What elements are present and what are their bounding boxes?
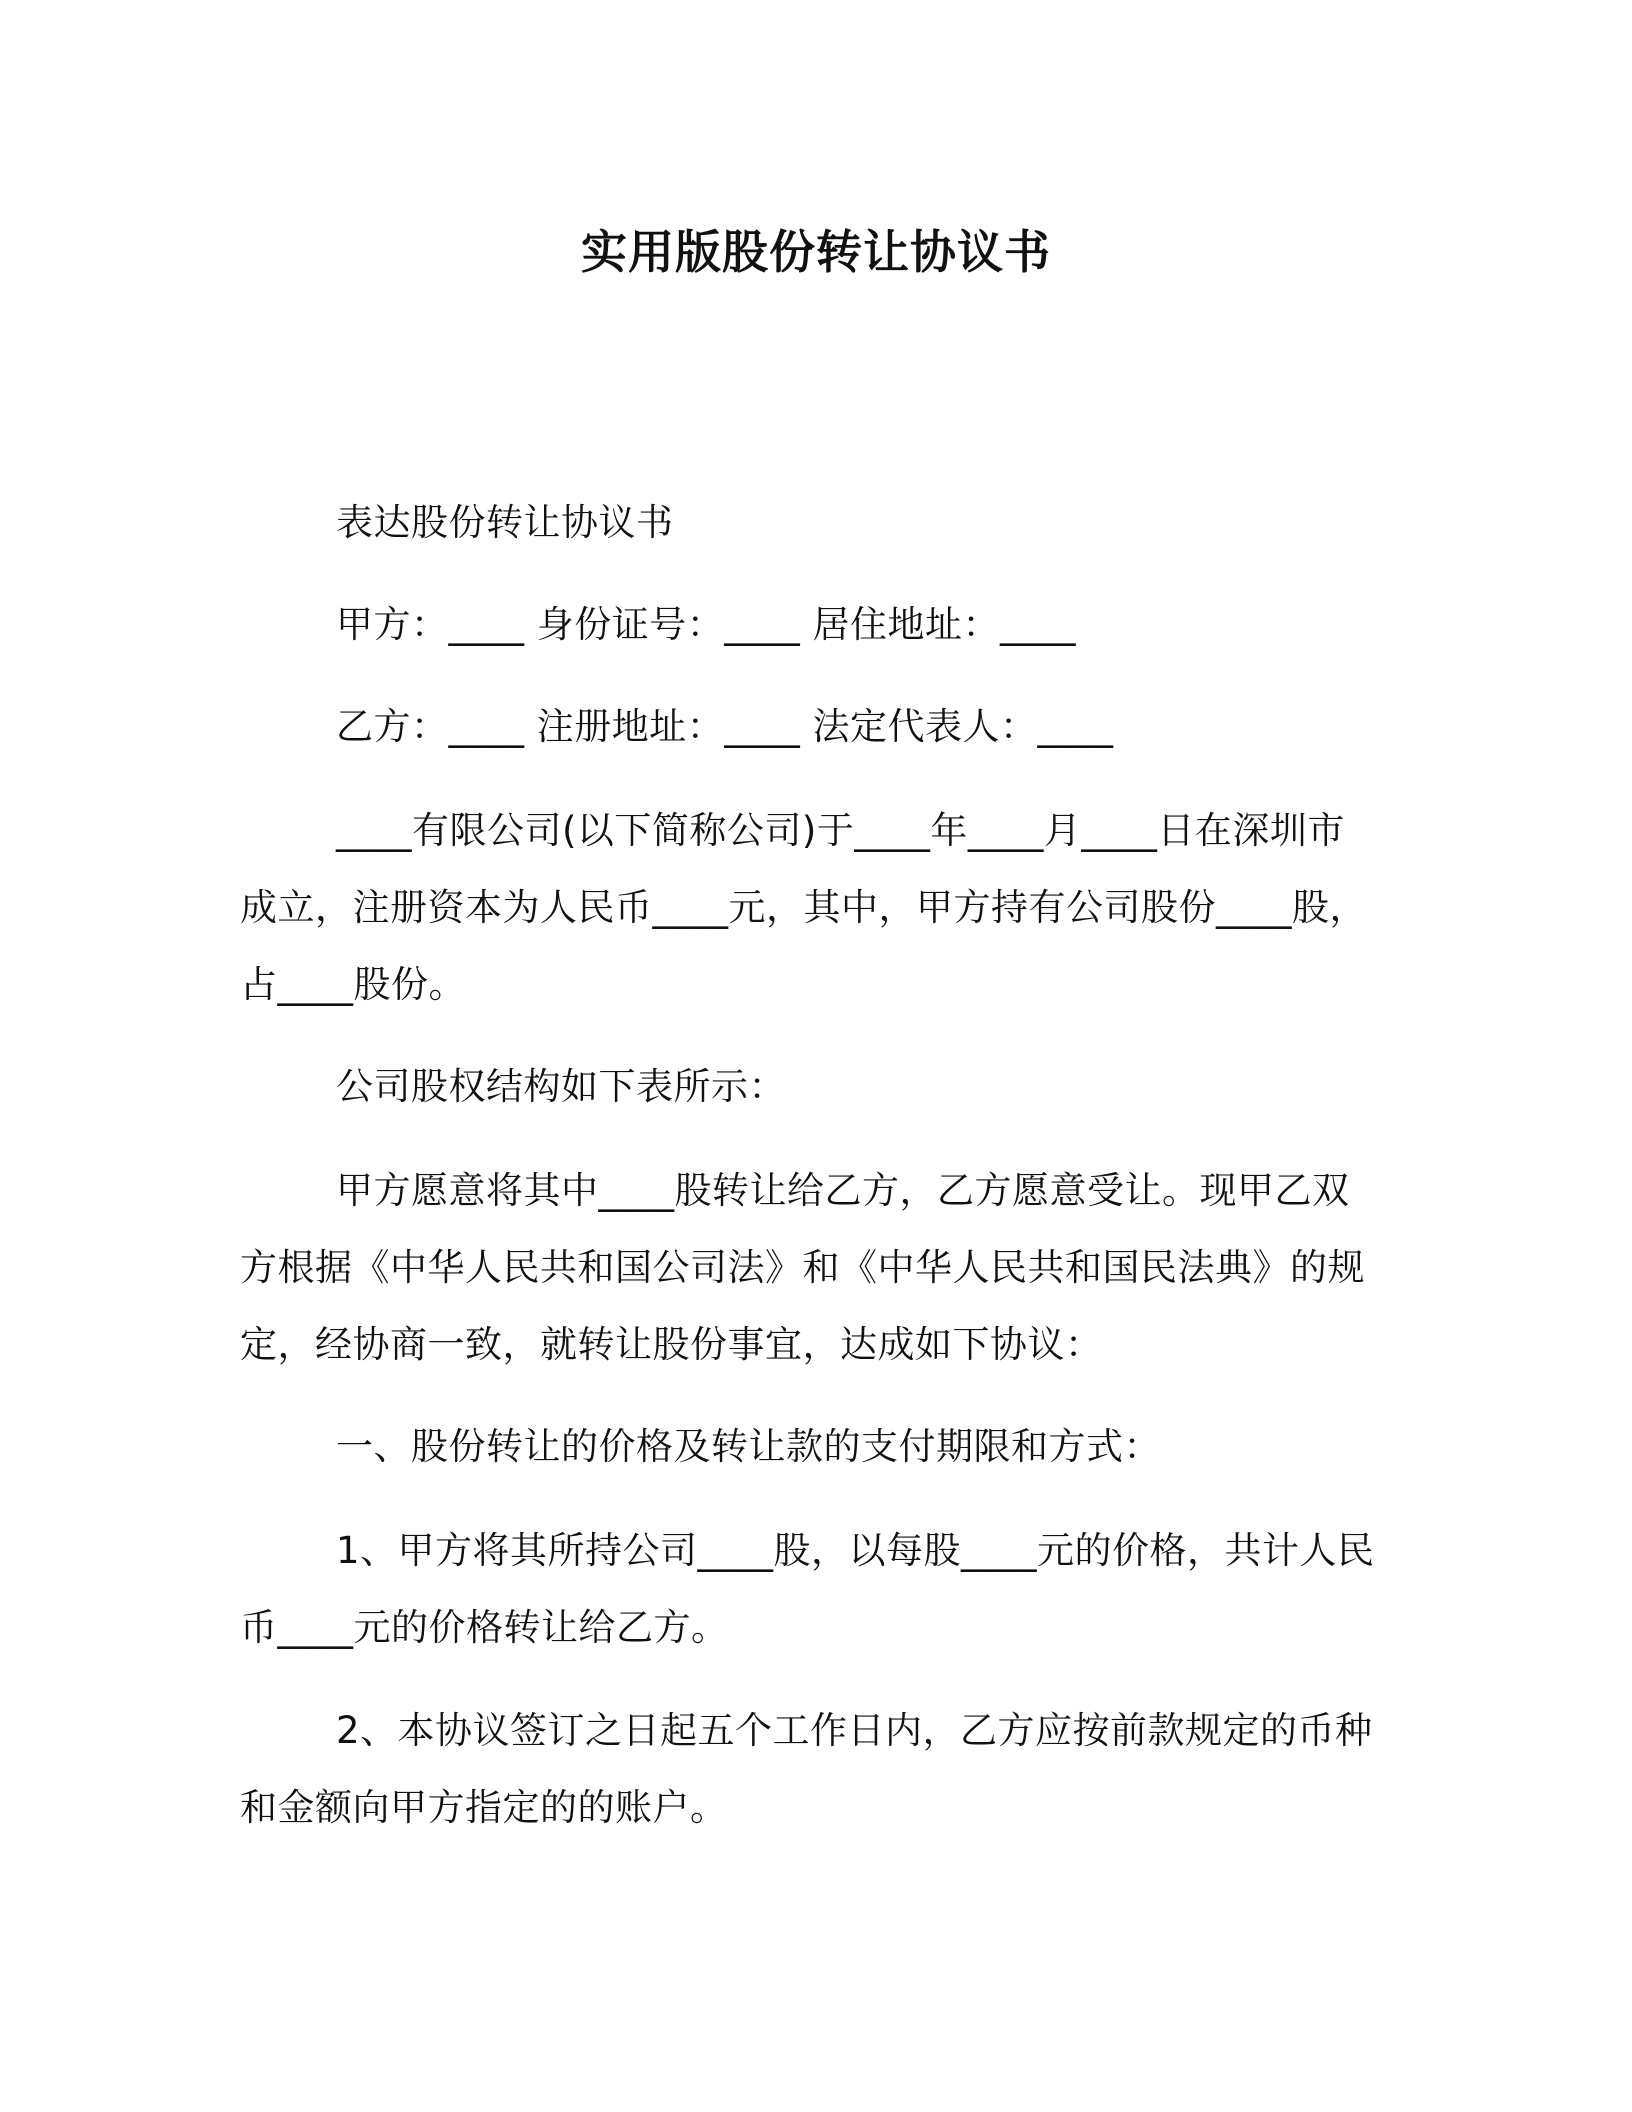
paragraph-party-a: 甲方：____ 身份证号：____ 居住地址：____ <box>336 603 1077 646</box>
clause-1-price: 1、甲方将其所持公司____股，以每股____元的价格，共计人民币____元的价格转让给乙方。 <box>240 1529 1375 1649</box>
paragraph-party-b: 乙方：____ 注册地址：____ 法定代表人：____ <box>336 705 1114 748</box>
section-heading-price-payment: 一、股份转让的价格及转让款的支付期限和方式： <box>336 1425 1161 1468</box>
paragraph-equity-structure: 公司股权结构如下表所示： <box>336 1065 786 1108</box>
document-title: 实用版股份转让协议书 <box>581 225 1051 279</box>
paragraph-company-info: ____有限公司(以下简称公司)于____年____月____日在深圳市成立，注册资本为人民币____元，其中，甲方持有公司股份____股，占____股份。 <box>240 809 1367 1006</box>
paragraph-subtitle: 表达股份转让协议书 <box>336 501 674 544</box>
paragraph-transfer-intent: 甲方愿意将其中____股转让给乙方，乙方愿意受让。现甲乙双方根据《中华人民共和国公司法》和《中华人民共和国民法典》的规定，经协商一致，就转让股份事宜，达成如下协议： <box>240 1169 1365 1366</box>
clause-2-payment: 2、本协议签订之日起五个工作日内，乙方应按前款规定的币种和金额向甲方指定的的账户。 <box>240 1709 1373 1829</box>
